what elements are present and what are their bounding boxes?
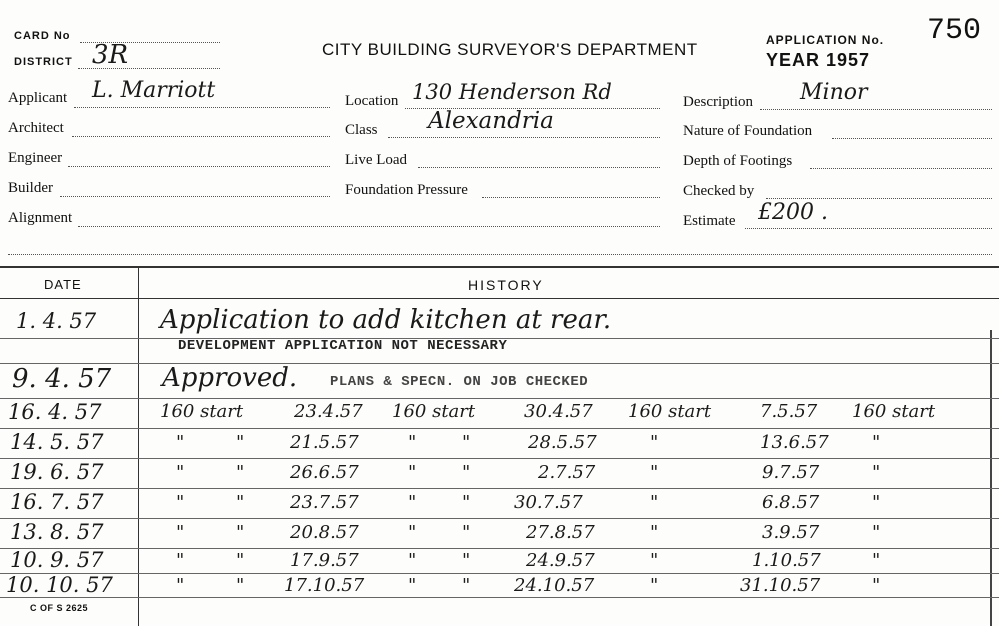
- ditto-mark: ": [650, 550, 659, 571]
- ditto-mark: ": [462, 575, 471, 596]
- builder-label: Builder: [8, 180, 53, 196]
- ditto-mark: ": [408, 550, 417, 571]
- ditto-mark: ": [872, 522, 881, 543]
- plans-checked-stamp: PLANS & SPECN. ON JOB CHECKED: [330, 374, 589, 390]
- ditto-mark: ": [462, 462, 471, 483]
- description-label: Description: [683, 94, 753, 110]
- history-cell: 24.10.57: [514, 575, 595, 596]
- alignment-line: [78, 226, 660, 227]
- row-rule: [0, 428, 999, 429]
- engineer-label: Engineer: [8, 150, 63, 166]
- application-label: APPLICATION No.: [766, 33, 885, 47]
- ditto-mark: ": [236, 492, 245, 513]
- ditto-mark: ": [462, 550, 471, 571]
- row-rule: [0, 488, 999, 489]
- row-rule: [0, 548, 999, 549]
- date-header: DATE: [44, 277, 82, 292]
- history-cell: 160 start: [852, 401, 936, 422]
- ditto-mark: ": [236, 462, 245, 483]
- table-top-rule: [0, 266, 999, 268]
- location-label: Location: [345, 93, 399, 109]
- foundation-pressure-label: Foundation Pressure: [345, 182, 468, 198]
- row-rule: [0, 573, 999, 574]
- history-cell: 17.10.57: [284, 575, 365, 596]
- location-value: 130 Henderson Rd: [412, 80, 612, 104]
- row-rule: [0, 518, 999, 519]
- history-cell: 160 start: [392, 401, 476, 422]
- ditto-mark: ": [176, 432, 185, 453]
- history-date: 16. 4. 57: [8, 400, 102, 424]
- row-rule: [0, 597, 999, 598]
- history-cell: 24.9.57: [526, 550, 595, 571]
- history-cell: 7.5.57: [760, 401, 818, 422]
- form-code: C OF S 2625: [30, 603, 89, 613]
- ditto-mark: ": [408, 432, 417, 453]
- live-load-line: [418, 167, 660, 168]
- ditto-mark: ": [650, 575, 659, 596]
- applicant-label: Applicant: [8, 90, 68, 106]
- ditto-mark: ": [872, 462, 881, 483]
- ditto-mark: ": [872, 575, 881, 596]
- row-rule: [0, 398, 999, 399]
- district-value: 3R: [92, 40, 129, 70]
- architect-label: Architect: [8, 120, 64, 136]
- ditto-mark: ": [650, 432, 659, 453]
- applicant-line: [74, 107, 330, 108]
- class-line: [388, 137, 660, 138]
- ditto-mark: ": [176, 575, 185, 596]
- year-label: YEAR 1957: [766, 50, 871, 70]
- ditto-mark: ": [408, 522, 417, 543]
- ditto-mark: ": [236, 550, 245, 571]
- row-rule: [0, 363, 999, 364]
- history-date: 9. 4. 57: [12, 364, 112, 394]
- row-rule: [0, 458, 999, 459]
- ditto-mark: ": [408, 492, 417, 513]
- estimate-value: £200 .: [758, 200, 828, 225]
- history-cell: 30.7.57: [514, 492, 583, 513]
- ditto-mark: ": [650, 462, 659, 483]
- depth-line: [810, 168, 992, 169]
- nature-of-foundation-label: Nature of Foundation: [683, 123, 813, 139]
- history-date: 13. 8. 57: [10, 520, 104, 544]
- description-line: [760, 109, 992, 110]
- ditto-mark: ": [650, 492, 659, 513]
- history-cell: 28.5.57: [528, 432, 597, 453]
- right-edge-line: [990, 330, 992, 626]
- card-no-label: CARD No: [14, 30, 71, 42]
- history-cell: 2.7.57: [538, 462, 596, 483]
- ditto-mark: ": [236, 522, 245, 543]
- ditto-mark: ": [462, 432, 471, 453]
- applicant-value: L. Marriott: [92, 78, 216, 103]
- history-cell: 17.9.57: [290, 550, 359, 571]
- history-cell: 3.9.57: [762, 522, 820, 543]
- ditto-mark: ": [462, 522, 471, 543]
- history-cell: 26.6.57: [290, 462, 359, 483]
- department-title: CITY BUILDING SURVEYOR'S DEPARTMENT: [322, 40, 698, 59]
- history-entry: Application to add kitchen at rear.: [160, 305, 612, 335]
- ditto-mark: ": [176, 462, 185, 483]
- checked-by-label: Checked by: [683, 183, 755, 199]
- history-cell: 160 start: [160, 401, 244, 422]
- ditto-mark: ": [408, 575, 417, 596]
- history-cell: 1.10.57: [752, 550, 821, 571]
- ditto-mark: ": [650, 522, 659, 543]
- builder-line: [60, 196, 330, 197]
- history-entry: Approved.: [162, 363, 298, 393]
- ditto-mark: ": [872, 432, 881, 453]
- history-cell: 13.6.57: [760, 432, 829, 453]
- history-date: 10. 10. 57: [6, 573, 113, 597]
- history-date: 10. 9. 57: [10, 548, 104, 572]
- history-cell: 23.7.57: [290, 492, 359, 513]
- ditto-mark: ": [236, 432, 245, 453]
- nature-line: [832, 138, 992, 139]
- ditto-mark: ": [236, 575, 245, 596]
- checked-line: [766, 198, 992, 199]
- fields-bottom-line: [8, 254, 992, 255]
- class-label: Class: [345, 122, 378, 138]
- history-cell: 31.10.57: [740, 575, 821, 596]
- history-cell: 21.5.57: [290, 432, 359, 453]
- history-header: HISTORY: [468, 277, 544, 293]
- estimate-label: Estimate: [683, 213, 736, 229]
- estimate-line: [745, 228, 992, 229]
- district-label: DISTRICT: [14, 56, 73, 68]
- ditto-mark: ": [872, 550, 881, 571]
- ditto-mark: ": [462, 492, 471, 513]
- ditto-mark: ": [176, 492, 185, 513]
- class-value: Alexandria: [428, 108, 554, 134]
- history-cell: 6.8.57: [762, 492, 820, 513]
- ditto-mark: ": [872, 492, 881, 513]
- history-date: 1. 4. 57: [16, 309, 97, 333]
- engineer-line: [68, 166, 330, 167]
- history-cell: 160 start: [628, 401, 712, 422]
- development-stamp: DEVELOPMENT APPLICATION NOT NECESSARY: [178, 338, 508, 354]
- foundation-pressure-line: [482, 197, 660, 198]
- history-cell: 9.7.57: [762, 462, 820, 483]
- history-cell: 20.8.57: [290, 522, 359, 543]
- history-cell: 30.4.57: [524, 401, 593, 422]
- depth-of-footings-label: Depth of Footings: [683, 153, 793, 169]
- ditto-mark: ": [176, 522, 185, 543]
- table-header-rule: [0, 298, 999, 299]
- column-divider: [138, 266, 139, 626]
- history-date: 19. 6. 57: [10, 460, 104, 484]
- history-cell: 27.8.57: [526, 522, 595, 543]
- application-number: 750: [927, 14, 982, 48]
- ditto-mark: ": [408, 462, 417, 483]
- history-date: 14. 5. 57: [10, 430, 104, 454]
- ditto-mark: ": [176, 550, 185, 571]
- description-value: Minor: [800, 80, 868, 105]
- alignment-label: Alignment: [8, 210, 73, 226]
- architect-line: [72, 136, 330, 137]
- history-cell: 23.4.57: [294, 401, 363, 422]
- history-date: 16. 7. 57: [10, 490, 104, 514]
- live-load-label: Live Load: [345, 152, 408, 168]
